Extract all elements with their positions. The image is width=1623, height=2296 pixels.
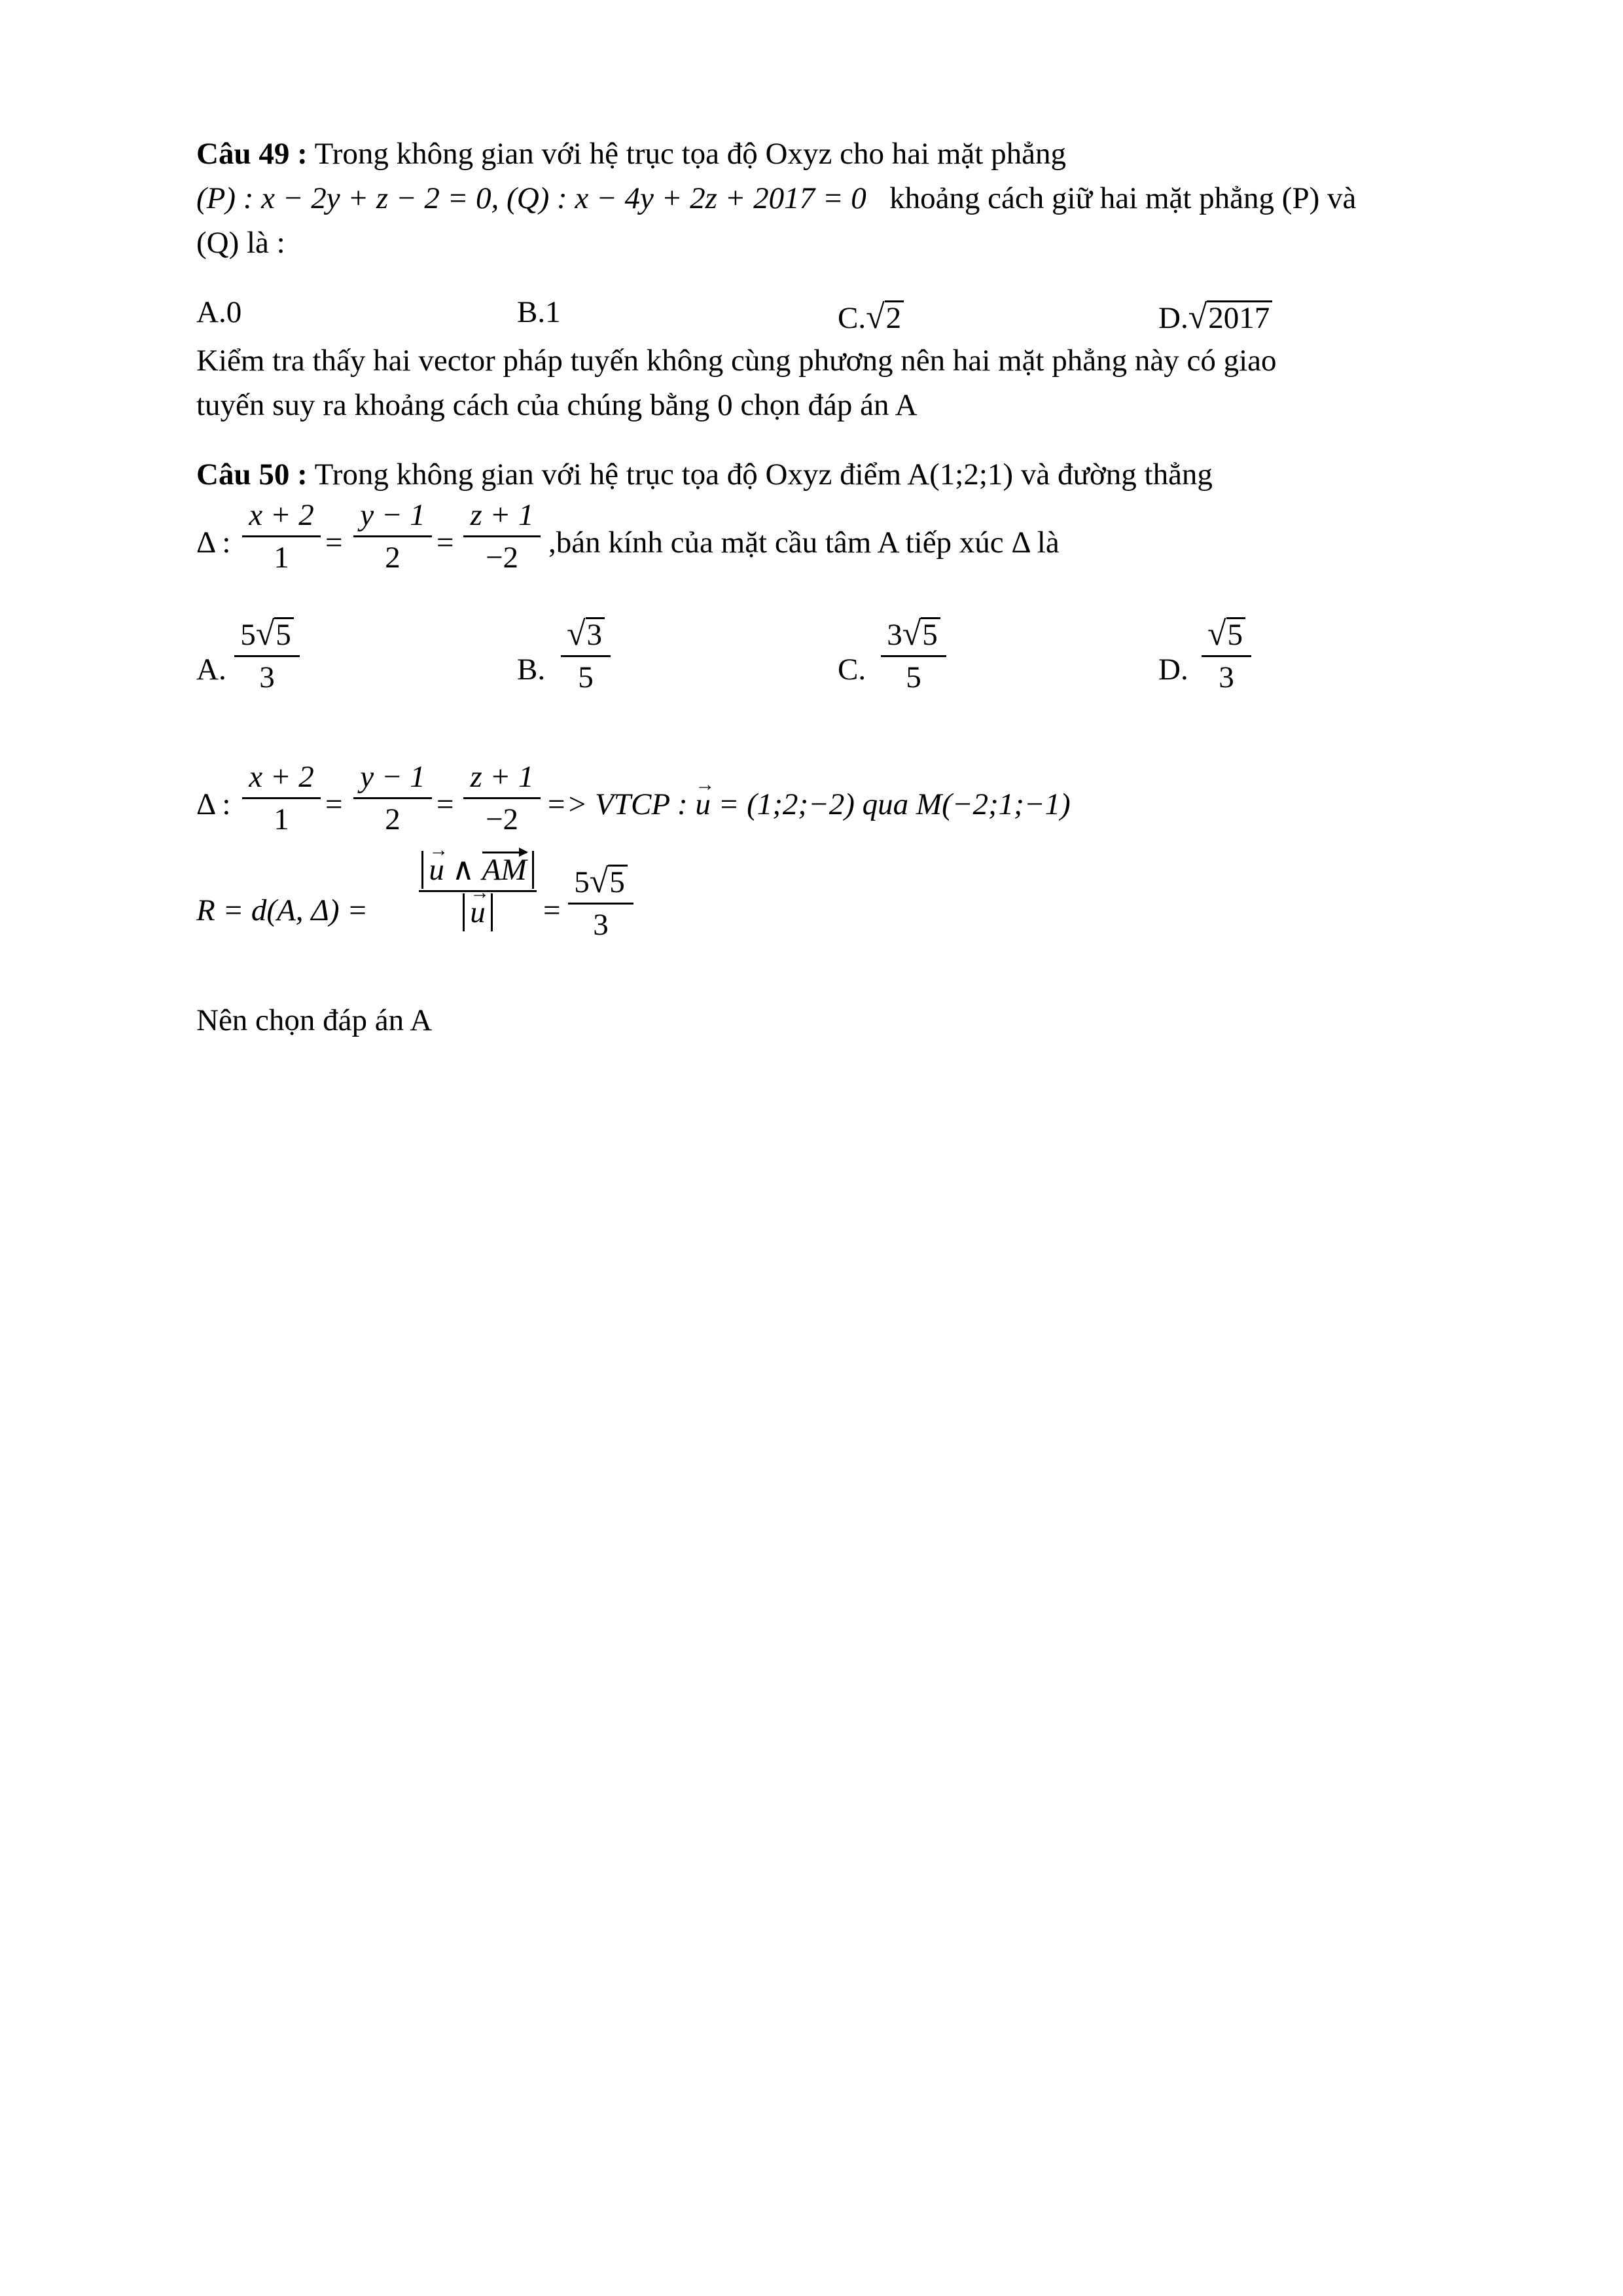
equals-sign: = — [325, 787, 343, 821]
sol-fraction-x: x + 2 1 — [242, 758, 321, 838]
q50-option-a-letter: A. — [196, 653, 226, 687]
q50-option-d-letter: D. — [1158, 653, 1188, 687]
q49-intro: Trong không gian với hệ trục tọa độ Oxyz cho hai mặt phẳng — [314, 137, 1066, 171]
q50-conclusion: Nên chọn đáp án A — [196, 1003, 433, 1037]
q49-option-b: B.1 — [517, 295, 561, 329]
q49-equations: (P) : x − 2y + z − 2 = 0, (Q) : x − 4y + 2z + 2017 = 0 — [196, 181, 866, 215]
q49-line1 — [196, 132, 1066, 175]
q50-option-b-letter: B. — [517, 653, 546, 687]
equals-sign: = — [543, 893, 561, 927]
q49-label: Câu 49 : — [196, 137, 308, 171]
q50-fraction-x: x + 2 1 — [242, 496, 321, 577]
q49-line2 — [196, 177, 1356, 220]
sqrt-sign: √ — [1188, 298, 1207, 336]
q49-option-a: A.0 — [196, 295, 242, 329]
q50-option-d: √5 3 — [1202, 615, 1251, 696]
q49-solution-line2: tuyến suy ra khoảng cách của chúng bằng 0 chọn đáp án A — [196, 388, 918, 422]
sol-delta: Δ : — [196, 787, 231, 821]
sol-radius-fraction: → u ∧ AM → u — [419, 851, 537, 931]
q50-tail: ,bán kính của mặt cầu tâm A tiếp xúc Δ là — [548, 526, 1060, 560]
q49-option-d: D.√2017 — [1158, 296, 1272, 340]
sol-radius-result: 5√5 3 — [568, 863, 633, 944]
equals-sign: = — [437, 787, 454, 821]
sqrt-sign: √ — [866, 298, 885, 336]
sol-radius-lhs: R = d(A, Δ) = — [196, 893, 368, 927]
q50-delta: Δ : — [196, 526, 231, 560]
q49-line3: (Q) là : — [196, 226, 285, 260]
q49-option-c: C.√2 — [838, 296, 904, 340]
equals-sign: = — [437, 526, 454, 560]
sol-fraction-y: y − 1 2 — [353, 758, 432, 838]
q50-label: Câu 50 : — [196, 457, 308, 492]
q50-fraction-y: y − 1 2 — [353, 496, 432, 577]
q49-equations-tail: khoảng cách giữ hai mặt phẳng (P) và — [889, 181, 1357, 215]
q50-line1 — [196, 453, 1213, 496]
vector-u: → u — [695, 783, 711, 826]
q50-option-b: √3 5 — [561, 615, 611, 696]
sol-fraction-z: z + 1 −2 — [463, 758, 541, 838]
q50-option-a: 5√5 3 — [234, 615, 300, 696]
q49-solution-line1: Kiểm tra thấy hai vector pháp tuyến không cùng phương nên hai mặt phẳng này có giao — [196, 344, 1277, 378]
q50-option-c-letter: C. — [838, 653, 866, 687]
sol-vtcp: => VTCP : → u = (1;2;−2) qua M(−2;1;−1) — [546, 783, 1071, 826]
q50-option-c: 3√5 5 — [881, 615, 946, 696]
equals-sign: = — [325, 526, 343, 560]
q50-intro: Trong không gian với hệ trục tọa độ Oxyz điểm A(1;2;1) và đường thẳng — [314, 457, 1213, 492]
q50-fraction-z: z + 1 −2 — [463, 496, 541, 577]
